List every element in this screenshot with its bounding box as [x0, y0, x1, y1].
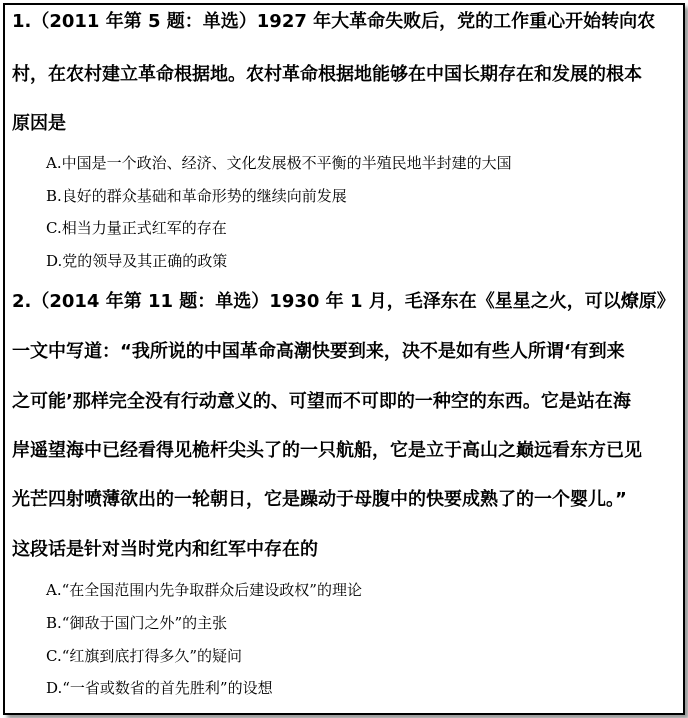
q1-option-c: C.相当力量正式红军的存在 [46, 219, 227, 237]
q2-option-d: D.“一省或数省的首先胜利”的设想 [46, 679, 273, 697]
q2-stem-line-3: 之可能’那样完全没有行动意义的、可望而不可即的一种空的东西。它是站在海 [12, 391, 631, 412]
q1-stem-line-2: 村，在农村建立革命根据地。农村革命根据地能够在中国长期存在和发展的根本 [12, 64, 642, 85]
q2-stem-line-5: 光芒四射喷薄欲出的一轮朝日，它是躁动于母腹中的快要成熟了的一个婴儿。” [12, 489, 627, 510]
q2-option-a: A.“在全国范围内先争取群众后建设政权”的理论 [46, 581, 362, 599]
q1-option-d: D.党的领导及其正确的政策 [46, 252, 228, 270]
q1-option-a: A.中国是一个政治、经济、文化发展极不平衡的半殖民地半封建的大国 [46, 154, 512, 172]
q1-stem-line-3: 原因是 [12, 113, 66, 134]
q2-stem-line-4: 岸遥望海中已经看得见桅杆尖头了的一只航船，它是立于高山之巅远看东方已见 [12, 440, 642, 461]
q1-option-b: B.良好的群众基础和革命形势的继续向前发展 [46, 187, 347, 205]
q2-stem-line-6: 这段话是针对当时党内和红军中存在的 [12, 539, 318, 560]
q2-stem-line-1: 2.（2014 年第 11 题：单选）1930 年 1 月，毛泽东在《星星之火，可以燎原》 [12, 291, 675, 312]
q1-stem-line-1: 1.（2011 年第 5 题：单选）1927 年大革命失败后，党的工作重心开始转向农 [12, 11, 656, 32]
q2-option-c: C.“红旗到底打得多久”的疑问 [46, 647, 243, 665]
q2-stem-line-2: 一文中写道：“我所说的中国革命高潮快要到来，决不是如有些人所谓‘有到来 [12, 341, 625, 362]
q2-option-b: B.“御敌于国门之外”的主张 [46, 614, 228, 632]
